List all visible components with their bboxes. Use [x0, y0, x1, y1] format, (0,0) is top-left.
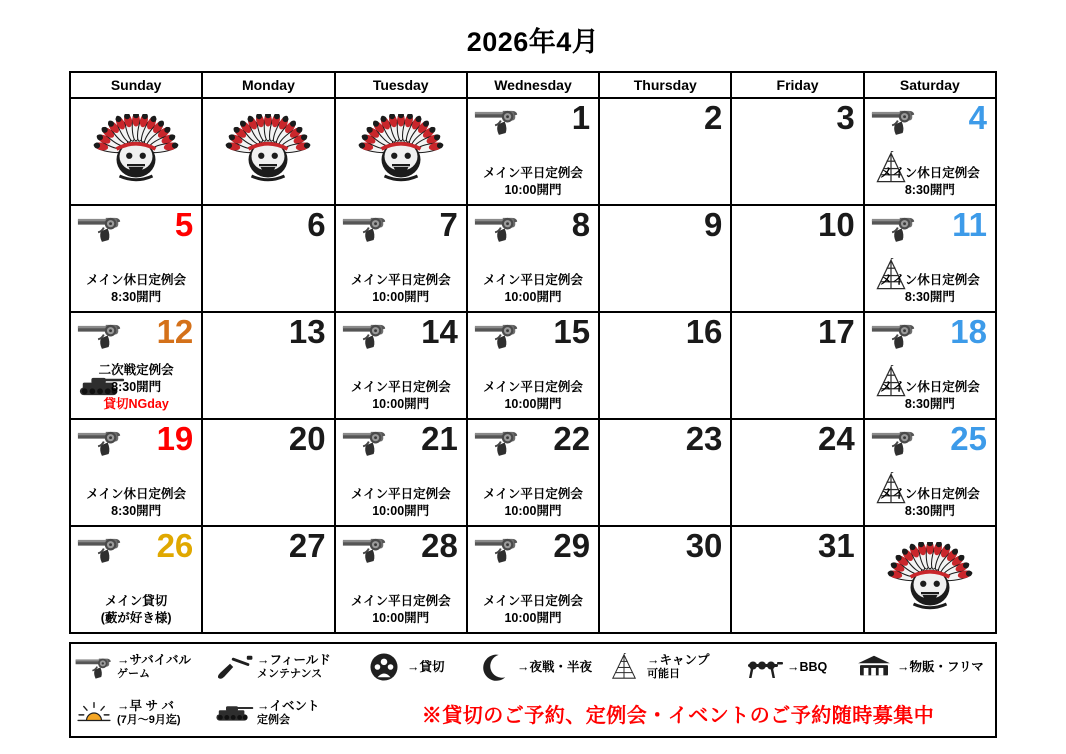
- day-notes: [468, 593, 598, 627]
- revolver-icon: [870, 212, 918, 244]
- calendar-day-cell[interactable]: [335, 526, 467, 633]
- legend-item: [601, 651, 741, 683]
- day-note-line1: メイン平日定例会: [483, 273, 583, 288]
- revolver-icon: [473, 212, 521, 244]
- day-note-ng: 貸切NGday: [103, 397, 169, 412]
- calendar-day-cell[interactable]: [467, 526, 599, 633]
- day-number: 24: [817, 420, 855, 457]
- revolver-icon: [76, 212, 124, 244]
- weekday-header-tuesday: Tuesday: [335, 72, 467, 98]
- legend-sub: ゲーム: [117, 667, 150, 680]
- revolver-icon: [76, 533, 124, 565]
- calendar-empty-cell[interactable]: [864, 526, 996, 633]
- legend-item: [71, 697, 211, 729]
- calendar-day-cell[interactable]: [70, 419, 202, 526]
- legend-sub: 可能日: [647, 667, 680, 680]
- day-notes: [71, 593, 201, 627]
- reservation-notice: ※貸切のご予約、定例会・イベントのご予約随時募集中: [421, 704, 935, 727]
- calendar-day-cell[interactable]: [599, 312, 731, 419]
- day-number: 22: [553, 420, 591, 457]
- calendar-day-cell[interactable]: [70, 205, 202, 312]
- calendar-day-cell[interactable]: [467, 312, 599, 419]
- shop-icon: [851, 651, 897, 683]
- day-note-line2: 10:00開門: [504, 183, 562, 198]
- day-number: 9: [704, 206, 723, 243]
- sunrise-icon: [74, 699, 114, 727]
- revolver-icon: [341, 212, 389, 244]
- calendar-empty-cell[interactable]: [202, 98, 334, 205]
- legend-item: [851, 651, 995, 683]
- day-notes: [336, 379, 466, 413]
- calendar-day-cell[interactable]: [864, 205, 996, 312]
- day-note-line2: 10:00開門: [372, 290, 430, 305]
- day-notes: [468, 486, 598, 520]
- day-number: 21: [421, 420, 458, 457]
- calendar-day-cell[interactable]: [335, 312, 467, 419]
- legend-item: [741, 651, 851, 683]
- day-note-line2: 8:30開門: [111, 504, 162, 519]
- day-note-line2: 8:30開門: [111, 380, 162, 395]
- headdress-logo: [885, 542, 975, 618]
- legend-sub: メンテナンス: [257, 667, 323, 680]
- legend-label: →貸切: [407, 659, 445, 674]
- shovel-icon: [214, 653, 254, 681]
- calendar-day-cell[interactable]: [599, 205, 731, 312]
- revolver-icon: [473, 533, 521, 565]
- day-number: 7: [439, 206, 458, 243]
- day-notes: [865, 486, 995, 520]
- bbq-icon: [741, 651, 787, 683]
- day-number: 6: [307, 206, 326, 243]
- headdress-logo: [885, 542, 975, 618]
- day-number: 23: [685, 420, 723, 457]
- revolver-icon: [341, 319, 389, 351]
- revolver-icon: [76, 533, 124, 565]
- calendar-day-cell[interactable]: [599, 419, 731, 526]
- revolver-icon: [870, 426, 918, 458]
- legend-text: [257, 653, 331, 681]
- day-note-line2: 8:30開門: [904, 183, 955, 198]
- day-note-line1: メイン平日定例会: [350, 273, 451, 288]
- weekday-header-monday: Monday: [202, 72, 334, 98]
- shovel-icon: [211, 651, 257, 683]
- legend-text: [117, 699, 181, 727]
- calendar-empty-cell[interactable]: [70, 98, 202, 205]
- calendar-day-cell[interactable]: [70, 526, 202, 633]
- day-number: 26: [156, 527, 194, 564]
- day-number: 19: [156, 420, 194, 457]
- calendar-week-row: [70, 312, 996, 419]
- day-number: 18: [950, 313, 987, 350]
- day-note-line1: メイン平日定例会: [350, 594, 451, 609]
- day-number: 2: [704, 99, 723, 136]
- revolver-icon: [473, 426, 521, 458]
- legend-item: [471, 651, 601, 683]
- legend-text: [257, 699, 320, 727]
- weekday-header-saturday: Saturday: [864, 72, 996, 98]
- legend-sub: 定例会: [257, 713, 290, 726]
- revolver-icon: [473, 319, 521, 351]
- calendar-week-row: [70, 526, 996, 633]
- legend-text: [517, 660, 592, 675]
- calendar-week-row: [70, 419, 996, 526]
- revolver-icon: [473, 533, 521, 565]
- revolver-icon: [341, 212, 389, 244]
- calendar-week-row: [70, 205, 996, 312]
- calendar-day-cell[interactable]: [202, 419, 334, 526]
- revolver-icon: [473, 212, 521, 244]
- private-icon: [361, 651, 407, 683]
- day-note-line2: 10:00開門: [372, 504, 430, 519]
- day-number: 15: [553, 313, 591, 350]
- revolver-icon: [870, 212, 918, 244]
- revolver-icon: [341, 319, 389, 351]
- legend-text: [647, 653, 710, 681]
- calendar-day-cell[interactable]: [202, 205, 334, 312]
- calendar-day-cell[interactable]: [70, 312, 202, 419]
- day-number: 16: [685, 313, 723, 350]
- calendar-body: [70, 98, 996, 633]
- revolver-icon: [473, 105, 521, 137]
- revolver-icon: [473, 319, 521, 351]
- revolver-icon: [71, 651, 117, 683]
- revolver-icon: [341, 533, 389, 565]
- day-note-line2: 10:00開門: [372, 611, 430, 626]
- day-note-line2: (藪が好き様): [100, 611, 172, 626]
- day-number: 25: [950, 420, 987, 457]
- weekday-header-sunday: Sunday: [70, 72, 202, 98]
- legend-label: →夜戦・半夜: [517, 659, 593, 674]
- legend-label: →早 サ バ: [117, 698, 174, 713]
- day-note-line2: 8:30開門: [904, 290, 955, 305]
- day-note-line1: メイン休日定例会: [879, 487, 980, 502]
- calendar-table: [69, 71, 997, 634]
- headdress-logo: [356, 114, 446, 190]
- revolver-icon: [870, 105, 918, 137]
- day-note-line1: メイン平日定例会: [483, 487, 583, 502]
- day-notes: [468, 272, 598, 306]
- calendar-day-cell[interactable]: [731, 98, 863, 205]
- legend-sub: (7月〜9月迄): [117, 713, 181, 726]
- day-note-line1: メイン休日定例会: [86, 487, 187, 502]
- day-number: 20: [288, 420, 326, 457]
- tank-icon: [214, 699, 254, 727]
- legend-item: [211, 651, 361, 683]
- legend-text: [117, 653, 191, 681]
- calendar-day-cell[interactable]: [335, 419, 467, 526]
- day-notes: [865, 165, 995, 199]
- tent-icon: [604, 653, 644, 681]
- day-number: 3: [836, 99, 855, 136]
- legend-label: →BBQ: [787, 659, 828, 674]
- headdress-logo: [356, 114, 446, 190]
- day-number: 27: [288, 527, 326, 564]
- day-note-line1: メイン平日定例会: [350, 487, 451, 502]
- legend-label: →キャンプ: [647, 652, 710, 667]
- page-title: 2026年4月: [466, 27, 600, 57]
- weekday-header-wednesday: Wednesday: [467, 72, 599, 98]
- legend-item: [71, 651, 211, 683]
- legend-label: →物販・フリマ: [897, 659, 984, 674]
- day-note-line1: 二次戦定例会: [98, 363, 174, 378]
- headdress-logo: [91, 114, 181, 190]
- day-number: 1: [571, 99, 591, 136]
- day-note-line1: メイン休日定例会: [879, 380, 980, 395]
- day-notes: [71, 486, 201, 520]
- day-note-line2: 10:00開門: [504, 611, 562, 626]
- calendar-day-cell[interactable]: [731, 419, 863, 526]
- legend-item: [361, 651, 471, 683]
- calendar-day-cell[interactable]: [731, 312, 863, 419]
- shop-icon: [854, 653, 894, 681]
- revolver-icon: [76, 426, 124, 458]
- revolver-icon: [870, 105, 918, 137]
- revolver-icon: [870, 319, 918, 351]
- revolver-icon: [76, 319, 124, 351]
- day-note-line1: メイン平日定例会: [350, 380, 451, 395]
- day-number: 13: [288, 313, 326, 350]
- day-note-line1: メイン休日定例会: [879, 166, 980, 181]
- calendar-day-cell[interactable]: [335, 205, 467, 312]
- day-notes: [865, 272, 995, 306]
- calendar-day-cell[interactable]: [731, 526, 863, 633]
- revolver-icon: [870, 319, 918, 351]
- revolver-icon: [870, 426, 918, 458]
- calendar-day-cell[interactable]: [731, 205, 863, 312]
- moon-icon: [471, 651, 517, 683]
- legend-text: [407, 660, 445, 675]
- day-number: 8: [571, 206, 591, 243]
- calendar-day-cell[interactable]: [864, 419, 996, 526]
- revolver-icon: [341, 426, 389, 458]
- legend-panel: [69, 642, 997, 738]
- day-number: 14: [421, 313, 458, 350]
- legend-row-1: [71, 644, 995, 690]
- revolver-icon: [473, 426, 521, 458]
- headdress-logo: [223, 114, 313, 190]
- day-note-line1: メイン休日定例会: [879, 273, 980, 288]
- day-number: 30: [685, 527, 723, 564]
- legend-text: [897, 660, 984, 675]
- day-notes: [336, 272, 466, 306]
- calendar-day-cell[interactable]: [467, 419, 599, 526]
- bbq-icon: [744, 653, 784, 681]
- calendar-day-cell[interactable]: [864, 98, 996, 205]
- revolver-icon: [76, 426, 124, 458]
- headdress-logo: [223, 114, 313, 190]
- day-notes: [71, 272, 201, 306]
- revolver-icon: [341, 533, 389, 565]
- day-number: 12: [156, 313, 194, 350]
- calendar-day-cell[interactable]: [467, 205, 599, 312]
- day-number: 4: [968, 99, 987, 136]
- tent-icon: [601, 651, 647, 683]
- legend-item: [211, 697, 361, 729]
- calendar-day-cell[interactable]: [599, 526, 731, 633]
- day-number: 28: [421, 527, 458, 564]
- day-number: 31: [817, 527, 855, 564]
- day-note-line2: 10:00開門: [504, 290, 562, 305]
- calendar-day-cell[interactable]: [599, 98, 731, 205]
- legend-label: →サバイバル: [117, 652, 192, 667]
- weekday-header-friday: Friday: [731, 72, 863, 98]
- day-note-line2: 8:30開門: [111, 290, 162, 305]
- revolver-icon: [473, 105, 521, 137]
- day-note-line1: メイン平日定例会: [483, 166, 583, 181]
- calendar-week-row: [70, 98, 996, 205]
- day-notes: [71, 362, 201, 413]
- day-note-line1: メイン平日定例会: [483, 594, 583, 609]
- calendar-day-cell[interactable]: [202, 312, 334, 419]
- tank-icon: [211, 697, 257, 729]
- day-note-line2: 8:30開門: [904, 504, 955, 519]
- calendar-day-cell[interactable]: [202, 526, 334, 633]
- headdress-logo: [91, 114, 181, 190]
- revolver-icon: [74, 653, 114, 681]
- day-note-line1: メイン休日定例会: [86, 273, 187, 288]
- private-group-icon: [364, 653, 404, 681]
- legend-row-2: [71, 690, 995, 736]
- moon-icon: [474, 653, 514, 681]
- weekday-header-thursday: Thursday: [599, 72, 731, 98]
- calendar-day-cell[interactable]: [467, 98, 599, 205]
- calendar-header-row: [70, 72, 996, 98]
- calendar-day-cell[interactable]: [864, 312, 996, 419]
- day-number: 29: [553, 527, 591, 564]
- day-note-line2: 10:00開門: [504, 397, 562, 412]
- sunrise-icon: [71, 697, 117, 729]
- day-number: 11: [952, 206, 987, 243]
- day-note-line2: 10:00開門: [504, 504, 562, 519]
- day-notes: [468, 165, 598, 199]
- calendar-empty-cell[interactable]: [335, 98, 467, 205]
- day-notes: [336, 486, 466, 520]
- revolver-icon: [76, 212, 124, 244]
- day-note-line2: 10:00開門: [372, 397, 430, 412]
- day-note-line1: メイン平日定例会: [483, 380, 583, 395]
- revolver-icon: [76, 319, 124, 351]
- day-number: 5: [174, 206, 194, 243]
- day-note-line2: 8:30開門: [904, 397, 955, 412]
- day-notes: [468, 379, 598, 413]
- day-number: 17: [817, 313, 855, 350]
- day-note-line1: メイン貸切: [105, 594, 168, 609]
- legend-label: →イベント: [257, 698, 320, 713]
- day-notes: [336, 593, 466, 627]
- day-number: 10: [817, 206, 855, 243]
- revolver-icon: [341, 426, 389, 458]
- day-notes: [865, 379, 995, 413]
- legend-label: →フィールド: [257, 652, 331, 667]
- legend-text: [787, 660, 827, 675]
